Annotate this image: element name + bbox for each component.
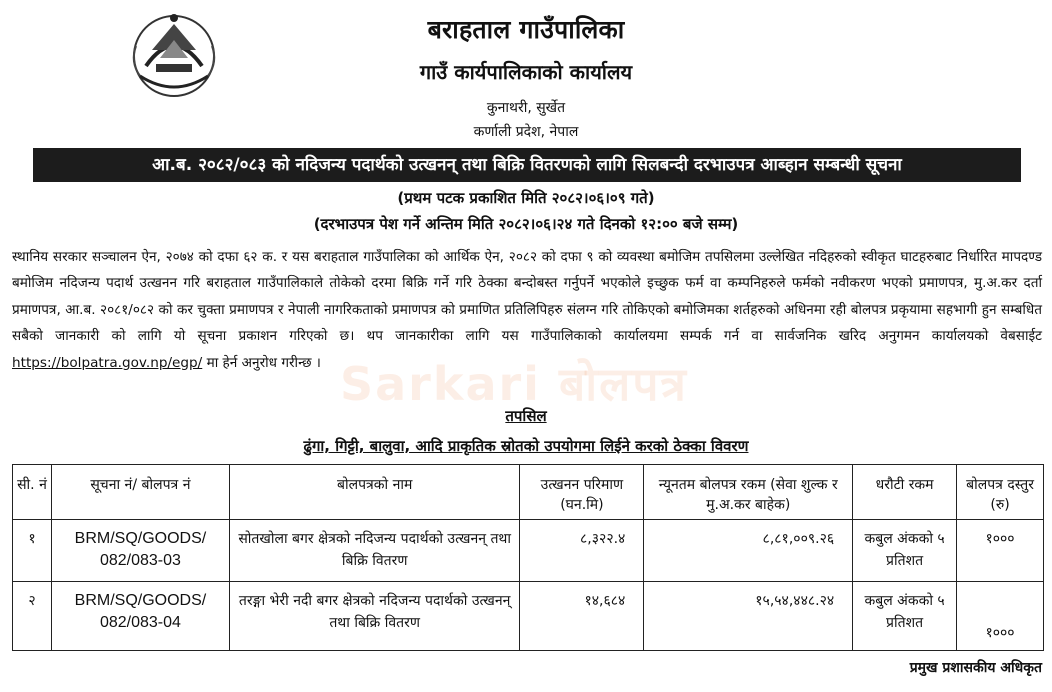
cell-deposit: कबुल अंकको ५ प्रतिशत [853, 520, 957, 582]
cell-bid-name: तरङ्गा भेरी नदी बगर क्षेत्रको नदिजन्य पदार्थको उत्खनन् तथा बिक्रि वितरण [229, 582, 520, 651]
org-name: बराहताल गाउँपालिका [427, 15, 625, 44]
table-row [13, 520, 1044, 582]
col-header-deposit: धरौटी रकम [853, 465, 957, 520]
col-header-quantity: उत्खनन परिमाण (घन.मि) [520, 465, 644, 520]
col-header-min-amount: न्यूनतम बोलपत्र रकम (सेवा शुल्क र मु.अ.कर बाहेक) [644, 465, 853, 520]
notice-heading: आ.ब. २०८२/०८३ को नदिजन्य पदार्थको उत्खनन् तथा बिक्रि वितरणको लागि सिलबन्दी दरभाउपत्र आब्हान सम्बन्धी सूचना [33, 148, 1021, 182]
cell-notice-no: BRM/SQ/GOODS/ 082/083-04 [51, 582, 229, 651]
signatory-title: प्रमुख प्रशासकीय अधिकृत [909, 660, 1042, 676]
cell-min-amount: ८,८१,००९.२६ [644, 520, 853, 582]
col-header-bid-name: बोलपत्रको नाम [229, 465, 520, 520]
schedule-table-title: ढुंगा, गिट्टी, बालुवा, आदि प्राकृतिक स्रोतको उपयोगमा लिईने करको ठेक्का विवरण [303, 437, 749, 455]
col-header-sn: सी. नं [13, 465, 52, 520]
bid-schedule-table [12, 464, 1044, 651]
address-line-1: कुनाथरी, सुर्खेत [486, 100, 566, 116]
notice-body-text: स्थानिय सरकार सञ्चालन ऐन, २०७४ को दफा ६२ क. र यस बराहताल गाउँपालिका को आर्थिक ऐन, २०८२ को दफा ९ को व्यवस्था बमोजिम तपसिलमा उल्लेखित नदिहरुको स्वीकृत घाटहरुबाट निर्धारित मापदण्ड बमोजिम नदिजन्य पदार्थ उत्खनन गरि बराहताल गाउँपालिकाले तोकेको दरमा बिक्रि गर्ने गरि ठेक्का बन्दोबस्त गर्नुपर्ने भएकोले इच्छुक फर्म वा कम्पनिहरुले फर्मको नवीकरण भएको प्रमाणपत्र, मु.अ.कर दर्ता प्रमाणपत्र, आ.ब. २०८१/०८२ को कर चुक्ता प्रमाणपत्र र नेपाली नागरिकताको प्रमाणपत्र को प्रमाणित प्रतिलिपिहरु संलग्न गरि तोकिएको बमोजिमका शर्तहरुको अधिनमा रही बोलपत्र प्रकृयामा सहभागी हुन सम्बधित सबैको जानकारी को लागि यो सूचना प्रकाशन गरिएको छ। थप जानकारीका लागि यस गाउँपालिकाको कार्यालयमा सम्पर्क गर्न वा सार्वजनिक खरिद अनुगमन कार्यालयको वेबसाईट [12, 249, 1042, 345]
notice-body [12, 244, 1042, 376]
office-name: गाउँ कार्यपालिकाको कार्यालय [419, 60, 633, 84]
cell-notice-no: BRM/SQ/GOODS/ 082/083-03 [51, 520, 229, 582]
watermark: Sarkari बोलपत्र [340, 357, 688, 411]
notice-body-suffix: मा हेर्न अनुरोध गरीन्छ । [202, 354, 321, 371]
address-line-2: कर्णाली प्रदेश, नेपाल [473, 124, 579, 140]
cell-sn: १ [13, 520, 52, 582]
cell-sn: २ [13, 582, 52, 651]
table-header-row [13, 465, 1044, 520]
cell-min-amount: १५,५४,४४८.२४ [644, 582, 853, 651]
submission-deadline: (दरभाउपत्र पेश गर्ने अन्तिम मिति २०८२।०६।२४ गते दिनको १२:०० बजे सम्म) [313, 215, 739, 233]
cell-fee: १००० [957, 520, 1044, 582]
table-row [13, 582, 1044, 651]
cell-fee: १००० [957, 582, 1044, 651]
bolpatra-link[interactable]: https://bolpatra.gov.np/egp/ [12, 354, 203, 371]
cell-quantity: १४,६८४ [520, 582, 644, 651]
schedule-label: तपसिल [505, 407, 547, 425]
col-header-fee: बोलपत्र दस्तुर (रु) [957, 465, 1044, 520]
cell-deposit: कबुल अंकको ५ प्रतिशत [853, 582, 957, 651]
first-published-date: (प्रथम पटक प्रकाशित मिति २०८२।०६।०९ गते) [397, 189, 655, 207]
cell-bid-name: सोतखोला बगर क्षेत्रको नदिजन्य पदार्थको उत्खनन् तथा बिक्रि वितरण [229, 520, 520, 582]
cell-quantity: ८,३२२.४ [520, 520, 644, 582]
col-header-notice-no: सूचना नं/ बोलपत्र नं [51, 465, 229, 520]
